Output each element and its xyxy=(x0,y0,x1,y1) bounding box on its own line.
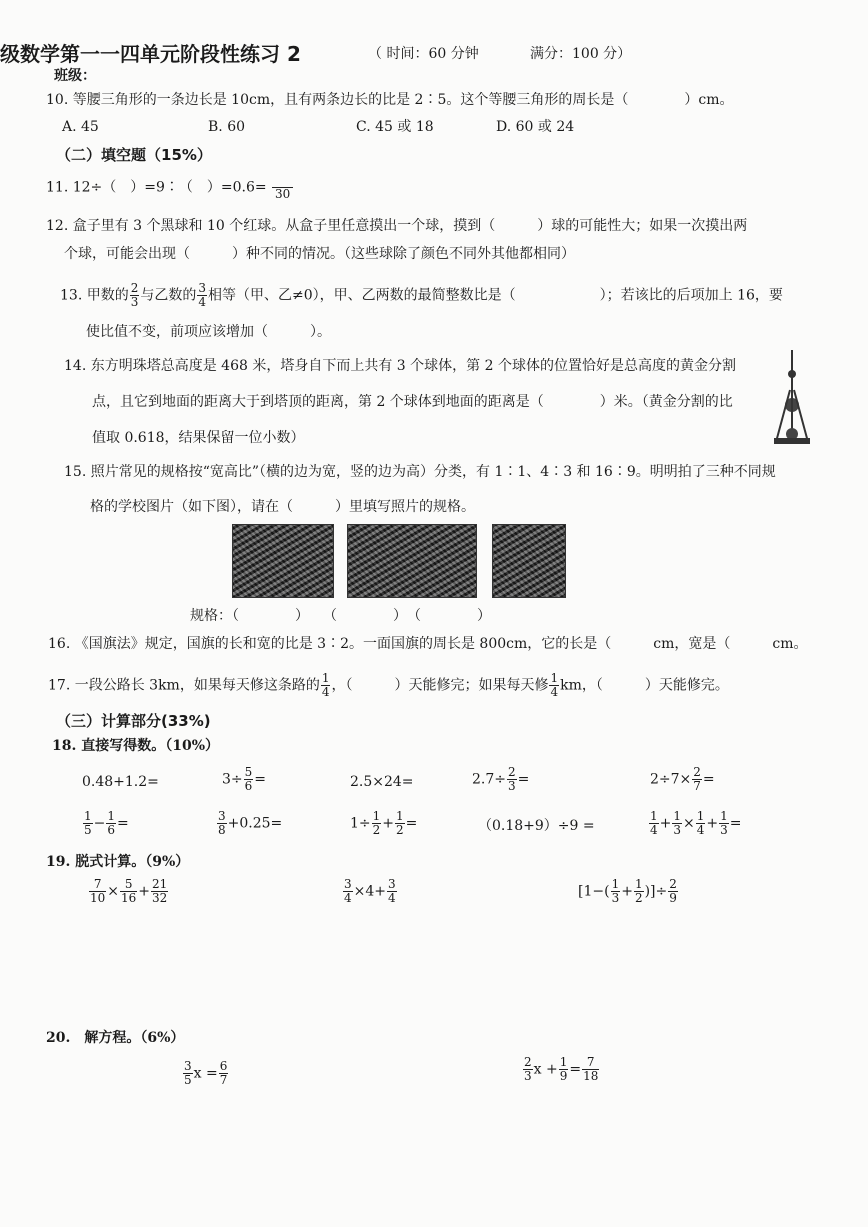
question-14-line3: 值取 0.618，结果保留一位小数） xyxy=(92,430,305,446)
question-15 xyxy=(64,462,776,482)
question-12-line2: 个球，可能会出现（ ）种不同的情况。（这些球除了颜色不同外其他都相同） xyxy=(64,246,575,262)
question-19-title: 19. 脱式计算。（9%） xyxy=(46,854,190,870)
calc-item: $\frac{1}{4}$ + $\frac{1}{3}$ × $\frac{1}{4}$ + $\frac{1}{3}$ = xyxy=(650,809,742,837)
calc-item: （0.18+9）÷9 = xyxy=(478,818,595,834)
option-a: A. 45 xyxy=(62,119,99,135)
option-d: D. 60 或 24 xyxy=(496,119,575,135)
expression-3: [1−( $\frac{1}{3}$ + $\frac{1}{2}$ )]÷ $\frac{2}{9}$ xyxy=(578,877,677,905)
option-c: C. 45 或 18 xyxy=(356,119,434,135)
question-16 xyxy=(48,634,808,654)
question-number: 16. xyxy=(48,636,71,652)
question-11 xyxy=(46,174,294,201)
class-label: 班级： xyxy=(54,68,96,84)
calc-item: 2.5×24= xyxy=(350,774,414,790)
expression-2: $\frac{3}{4}$ ×4+ $\frac{3}{4}$ xyxy=(344,877,396,905)
section-fill-in: （二）填空题（15%） xyxy=(56,146,212,164)
school-photo-3 xyxy=(492,524,566,598)
question-13 xyxy=(60,282,783,309)
question-text: 甲数的 xyxy=(86,287,129,304)
fraction: 30 xyxy=(272,174,293,201)
question-text: 与乙数的 xyxy=(140,287,197,304)
question-number: 12. xyxy=(46,218,69,234)
question-14 xyxy=(64,356,736,376)
page-title: 级数学第一一四单元阶段性练习 2 xyxy=(0,42,301,66)
question-text: 《国旗法》规定，国旗的长和宽的比是 3∶2。一面国旗的周长是 800cm，它的长是（ cm，宽是（ cm。 xyxy=(74,636,808,652)
school-photo-1 xyxy=(232,524,334,598)
equation-2: $\frac{2}{3}$ x + $\frac{1}{9}$ = $\frac{7}{18}$ xyxy=(524,1055,599,1083)
calc-item: 2÷7× $\frac{2}{7}$ = xyxy=(650,765,715,793)
question-text: 盒子里有 3 个黑球和 10 个红球。从盒子里任意摸出一个球，摸到（ ）球的可能性大；如果一次摸出两 xyxy=(72,218,748,234)
fraction: $\frac{1}{4}$ xyxy=(321,671,330,699)
question-text: 等腰三角形的一条边长是 10cm，且有两条边长的比是 2∶5。这个等腰三角形的周长是（ ）cm。 xyxy=(72,92,734,108)
question-text: 12÷（ ）=9∶（ ）=0.6= xyxy=(72,179,267,196)
calc-item: 0.48+1.2= xyxy=(82,774,159,790)
equation-1: $\frac{3}{5}$ x = $\frac{6}{7}$ xyxy=(184,1059,228,1087)
section-calculation: （三）计算部分(33%) xyxy=(56,712,211,730)
calc-item: 3÷ $\frac{5}{6}$ = xyxy=(222,765,267,793)
question-13-line2: 使比值不变，前项应该增加（ ）。 xyxy=(86,324,331,340)
calc-item: 1÷ $\frac{1}{2}$ + $\frac{1}{2}$ = xyxy=(350,809,418,837)
option-b: B. 60 xyxy=(208,119,246,135)
tower-image xyxy=(772,350,812,445)
time-limit: （ 时间：60 分钟 xyxy=(368,46,479,62)
question-text: 一段公路长 3km，如果每天修这条路的 xyxy=(74,677,320,694)
question-text: 相等（甲、乙≠0），甲、乙两数的最简整数比是（ ）；若该比的后项加上 16，要 xyxy=(208,287,783,304)
question-14-line2: 点，且它到地面的距离大于到塔顶的距离，第 2 个球体到地面的距离是（ ）米。（黄金分割的比 xyxy=(92,394,733,410)
question-text: ，（ ）天能修完；如果每天修 xyxy=(331,677,549,694)
question-number: 10. xyxy=(46,92,69,108)
fraction: $\frac{2}{3}$ xyxy=(130,281,139,309)
school-photo-2 xyxy=(347,524,477,598)
fraction: $\frac{3}{4}$ xyxy=(198,281,206,309)
calc-item: 2.7÷ $\frac{2}{3}$ = xyxy=(472,765,530,793)
question-text: 照片常见的规格按“宽高比”（横的边为宽，竖的边为高）分类，有 1∶1、4∶3 和 16∶9。明明拍了三种不同规 xyxy=(90,464,776,480)
fraction: $\frac{1}{4}$ xyxy=(550,671,559,699)
question-number: 15. xyxy=(64,464,87,480)
calc-item: $\frac{3}{8}$ +0.25= xyxy=(218,809,283,837)
question-12 xyxy=(46,216,747,236)
calc-item: $\frac{1}{5}$ − $\frac{1}{6}$ = xyxy=(84,809,129,837)
expression-1: $\frac{7}{10}$ × $\frac{5}{16}$ + $\frac{21}{32}$ xyxy=(90,877,168,905)
total-score: 满分：100 分） xyxy=(530,46,632,62)
question-18-title: 18. 直接写得数。（10%） xyxy=(52,738,220,754)
question-17 xyxy=(48,672,729,699)
question-text: km，（ ）天能修完。 xyxy=(560,677,729,694)
question-number: 14. xyxy=(64,358,87,374)
question-number: 11. xyxy=(46,179,69,196)
question-text: 东方明珠塔总高度是 468 米，塔身自下而上共有 3 个球体，第 2 个球体的位置恰好是总高度的黄金分割 xyxy=(90,358,736,374)
question-number: 17. xyxy=(48,677,71,694)
question-number: 13. xyxy=(60,287,83,304)
question-15-line2: 格的学校图片（如下图），请在（ ）里填写照片的规格。 xyxy=(90,499,475,515)
spec-label: 规格：（ ） （ ） （ ） xyxy=(190,608,491,624)
question-20-title: 20. 解方程。（6%） xyxy=(46,1030,185,1046)
question-10 xyxy=(46,90,733,110)
